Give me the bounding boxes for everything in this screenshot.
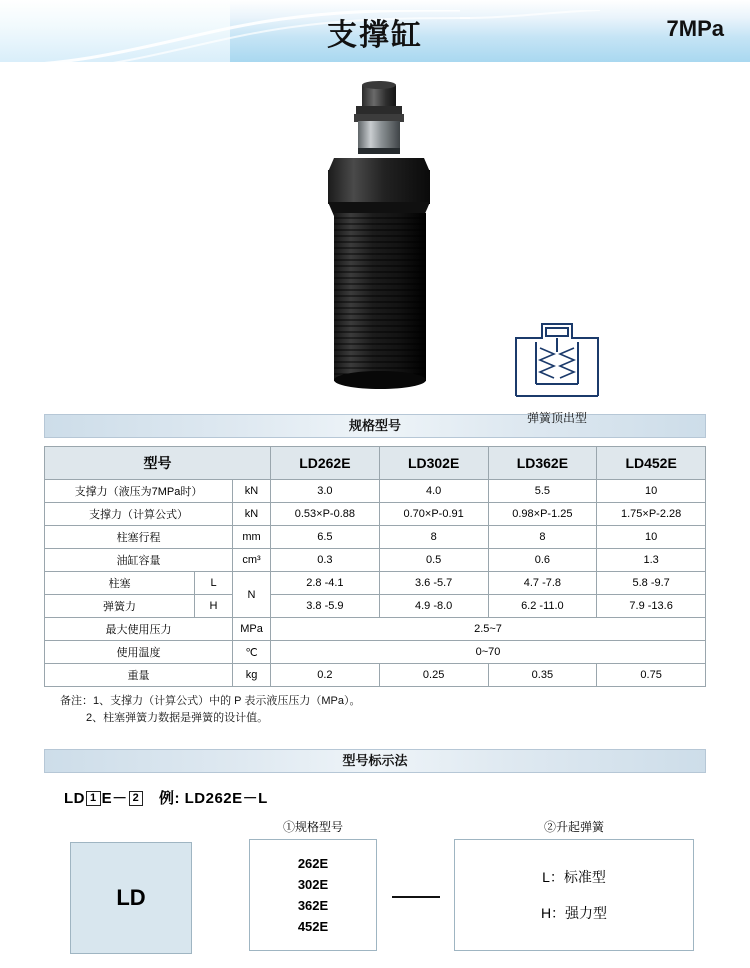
cell: 6.2 -11.0: [488, 595, 597, 618]
designation-options-row: [44, 818, 706, 968]
table-row: [45, 572, 706, 595]
cell: 0.3: [271, 549, 380, 572]
code-example: 例: LD262E－L: [158, 790, 268, 808]
cell: 3.8 -5.9: [271, 595, 380, 618]
cell: 6.5: [271, 526, 380, 549]
row-unit: ℃: [233, 641, 271, 664]
row-label-plunger: 柱塞: [45, 572, 195, 595]
list-item[interactable]: 362E: [297, 898, 329, 914]
row-unit: cm³: [233, 549, 271, 572]
cell: 0.6: [488, 549, 597, 572]
cell: 0.98×P-1.25: [488, 503, 597, 526]
spec-header-model-2: LD362E: [488, 447, 597, 480]
cell-merged: 2.5~7: [271, 618, 706, 641]
spec-header-model-1: LD302E: [379, 447, 488, 480]
cell: 4.9 -8.0: [379, 595, 488, 618]
cell: 0.35: [488, 664, 597, 687]
code-prefix: LD: [64, 790, 85, 808]
cell: 0.53×P-0.88: [271, 503, 380, 526]
spec-header-model-3: LD452E: [597, 447, 706, 480]
table-row: [45, 503, 706, 526]
cell: 1.75×P-2.28: [597, 503, 706, 526]
page-header: [0, 0, 750, 62]
cell: 3.0: [271, 480, 380, 503]
page-title: 支撑缸: [327, 19, 423, 52]
cell: 5.8 -9.7: [597, 572, 706, 595]
designation-section-bar: 型号标示法: [44, 749, 706, 773]
spec-table: [44, 446, 706, 687]
cell: 0.25: [379, 664, 488, 687]
table-row: [45, 480, 706, 503]
cell: 10: [597, 526, 706, 549]
option-2-box: [454, 839, 694, 951]
code-middle: E－: [101, 790, 128, 808]
cell: 7.9 -13.6: [597, 595, 706, 618]
cell: 4.7 -7.8: [488, 572, 597, 595]
table-row: [45, 526, 706, 549]
product-illustration-area: [0, 62, 750, 425]
row-unit: kN: [233, 503, 271, 526]
cell: 0.75: [597, 664, 706, 687]
row-label: 重量: [45, 664, 233, 687]
option-1-box: [249, 839, 377, 951]
list-item[interactable]: 452E: [297, 919, 329, 935]
option-1-head: ①规格型号: [282, 820, 343, 835]
list-item[interactable]: L：标准型: [542, 869, 606, 886]
cell: 10: [597, 480, 706, 503]
spec-header-model-0: LD262E: [271, 447, 380, 480]
row-unit-newton: N: [233, 572, 271, 618]
row-unit: kg: [233, 664, 271, 687]
table-notes: [60, 693, 706, 727]
row-unit: MPa: [233, 618, 271, 641]
table-row: [45, 549, 706, 572]
table-row: [45, 595, 706, 618]
list-item[interactable]: 302E: [297, 877, 329, 893]
spec-table-wrap: [44, 446, 706, 687]
spec-header-model: 型号: [45, 447, 271, 480]
pressure-rating: 7MPa: [666, 16, 724, 41]
spec-table-header-row: [45, 447, 706, 480]
row-unit: mm: [233, 526, 271, 549]
list-item[interactable]: H：强力型: [540, 905, 608, 922]
list-item[interactable]: 262E: [297, 856, 329, 872]
cell: 8: [379, 526, 488, 549]
cell: 2.8 -4.1: [271, 572, 380, 595]
designation-section: [0, 749, 750, 968]
row-unit: kN: [233, 480, 271, 503]
row-label: 使用温度: [45, 641, 233, 664]
row-label: 柱塞行程: [45, 526, 233, 549]
designation-code-line: [64, 787, 750, 808]
note-line-1: 备注：1、支撑力（计算公式）中的 P 表示液压压力（MPa）。: [60, 695, 361, 707]
spec-section-bar: 规格型号: [44, 414, 706, 438]
cell: 3.6 -5.7: [379, 572, 488, 595]
cell: 0.5: [379, 549, 488, 572]
connector-dash: [392, 896, 440, 898]
row-label: 最大使用压力: [45, 618, 233, 641]
cell: 8: [488, 526, 597, 549]
row-label-spring-force: 弹簧力: [45, 595, 195, 618]
brand-box: LD: [70, 842, 192, 954]
option-2-head: ②升起弹簧: [543, 820, 604, 835]
code-box-2: 2: [129, 791, 144, 806]
row-sublabel-l: L: [195, 572, 233, 595]
cell-merged: 0~70: [271, 641, 706, 664]
spring-eject-diagram-block: [492, 312, 622, 426]
table-row: [45, 618, 706, 641]
cell: 0.70×P-0.91: [379, 503, 488, 526]
support-cylinder-image: [318, 80, 442, 400]
code-box-1: 1: [86, 791, 101, 806]
spring-eject-icon: [502, 312, 612, 400]
row-label: 支撑力（计算公式）: [45, 503, 233, 526]
table-row: [45, 641, 706, 664]
cell: 0.2: [271, 664, 380, 687]
table-row: [45, 664, 706, 687]
row-label: 油缸容量: [45, 549, 233, 572]
cell: 5.5: [488, 480, 597, 503]
option-group-2: [454, 818, 694, 951]
note-line-2: 2、柱塞弹簧力数据是弹簧的设计值。: [86, 712, 269, 725]
cell: 1.3: [597, 549, 706, 572]
diagram-caption: 弹簧顶出型: [526, 411, 587, 425]
option-group-1: [249, 818, 377, 951]
cell: 4.0: [379, 480, 488, 503]
row-sublabel-h: H: [195, 595, 233, 618]
row-label: 支撑力（液压为7MPa时）: [45, 480, 233, 503]
